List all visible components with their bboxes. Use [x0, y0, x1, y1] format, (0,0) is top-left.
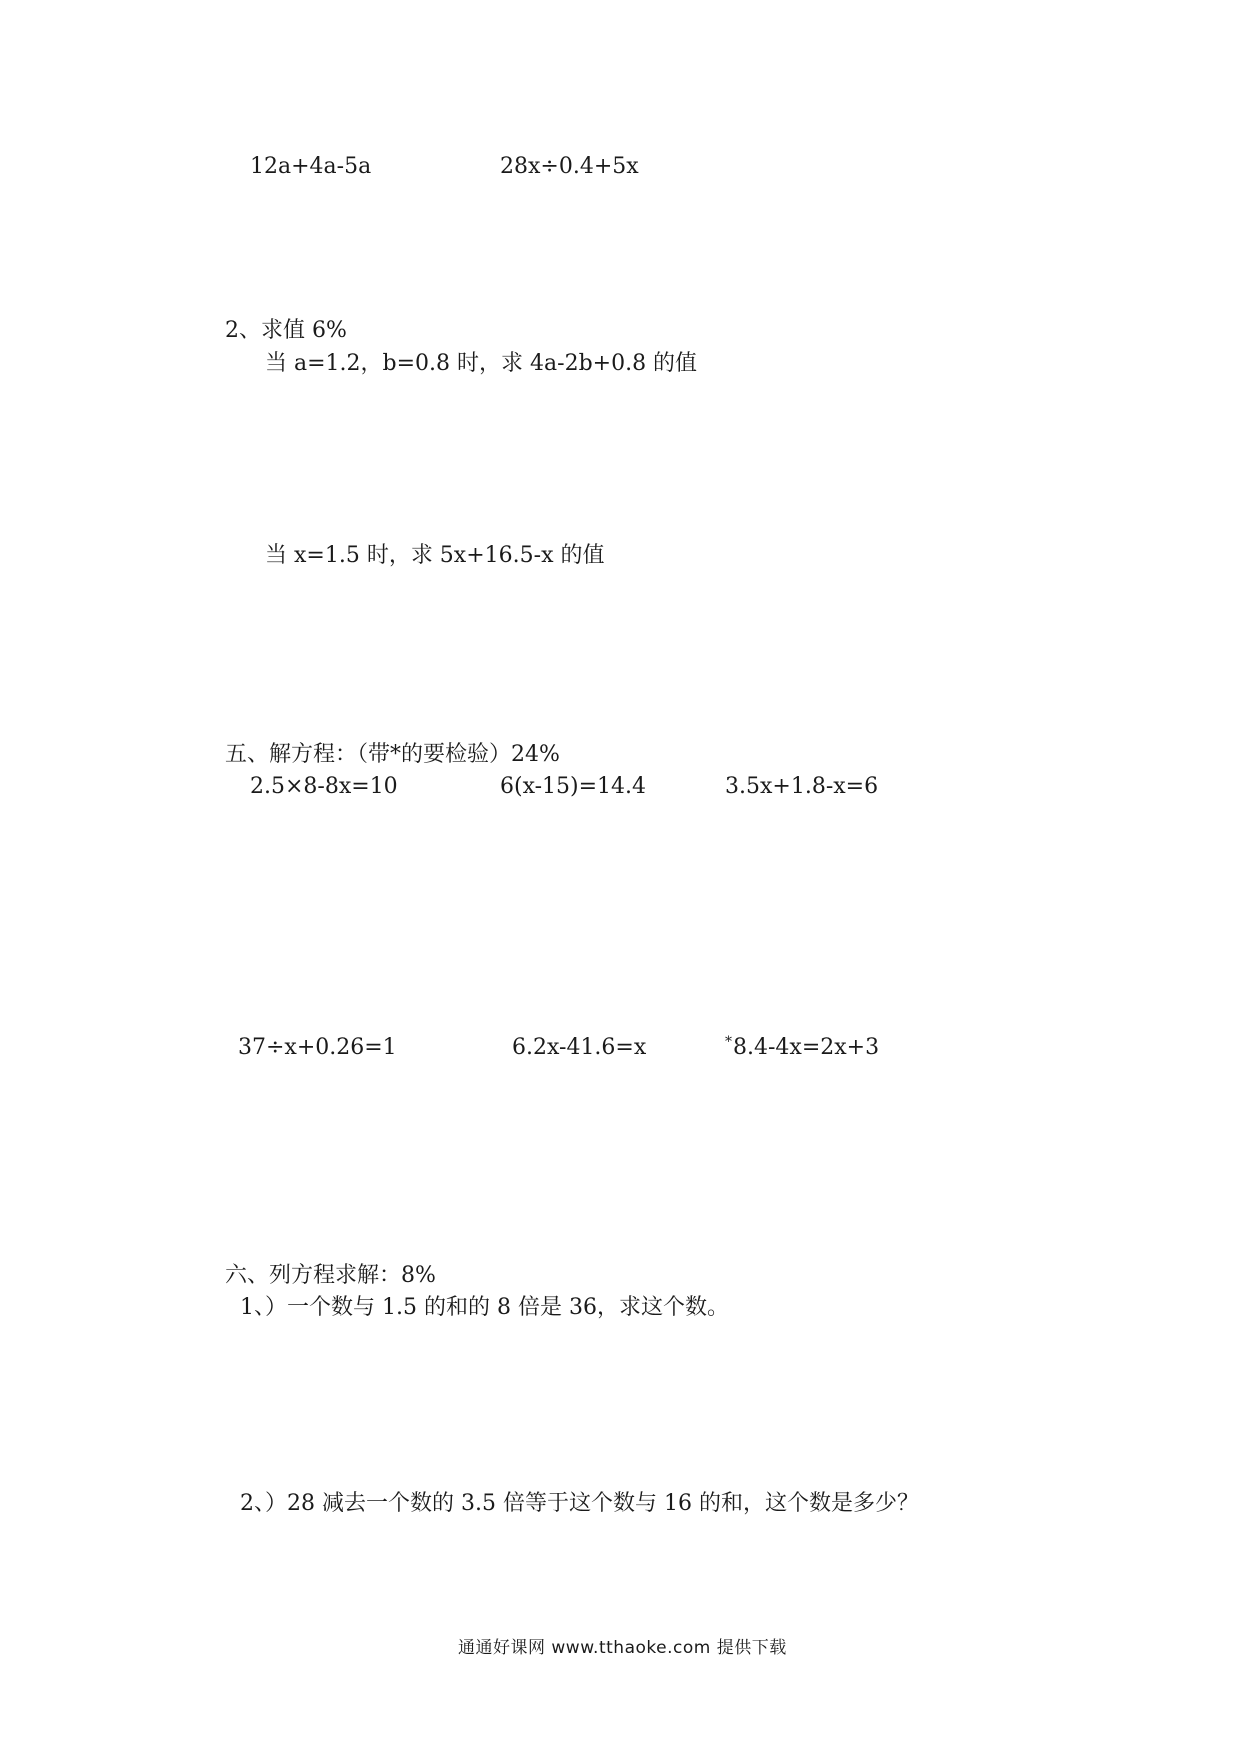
- simplify-expression-2: 28x÷0.4+5x: [500, 154, 639, 179]
- equation-3: 3.5x+1.8-x=6: [725, 774, 879, 799]
- simplify-expression-1: 12a+4a-5a: [250, 154, 372, 179]
- equation-1: 2.5×8-8x=10: [250, 774, 398, 799]
- evaluate-question-2: 当 x=1.5 时，求 5x+16.5-x 的值: [265, 543, 605, 568]
- equation-2: 6(x-15)=14.4: [500, 774, 647, 799]
- word-problem-1: 1、）一个数与 1.5 的和的 8 倍是 36，求这个数。: [240, 1295, 729, 1320]
- equation-6-text: 8.4-4x=2x+3: [733, 1035, 880, 1060]
- word-problems-heading: 六、列方程求解：8%: [225, 1263, 436, 1288]
- equation-5: 6.2x-41.6=x: [512, 1035, 647, 1060]
- equation-4: 37÷x+0.26=1: [238, 1035, 397, 1060]
- evaluate-heading: 2、求值 6%: [225, 318, 347, 343]
- check-required-star: *: [725, 1033, 732, 1050]
- evaluate-question-1: 当 a=1.2，b=0.8 时，求 4a-2b+0.8 的值: [265, 351, 698, 376]
- footer-credit: 通通好课网 www.tthaoke.com 提供下载: [458, 1638, 787, 1658]
- word-problem-2: 2、）28 减去一个数的 3.5 倍等于这个数与 16 的和，这个数是多少？: [240, 1491, 919, 1516]
- equation-6-starred: [725, 1034, 879, 1062]
- equations-heading: 五、解方程：（带*的要检验）24%: [225, 742, 560, 767]
